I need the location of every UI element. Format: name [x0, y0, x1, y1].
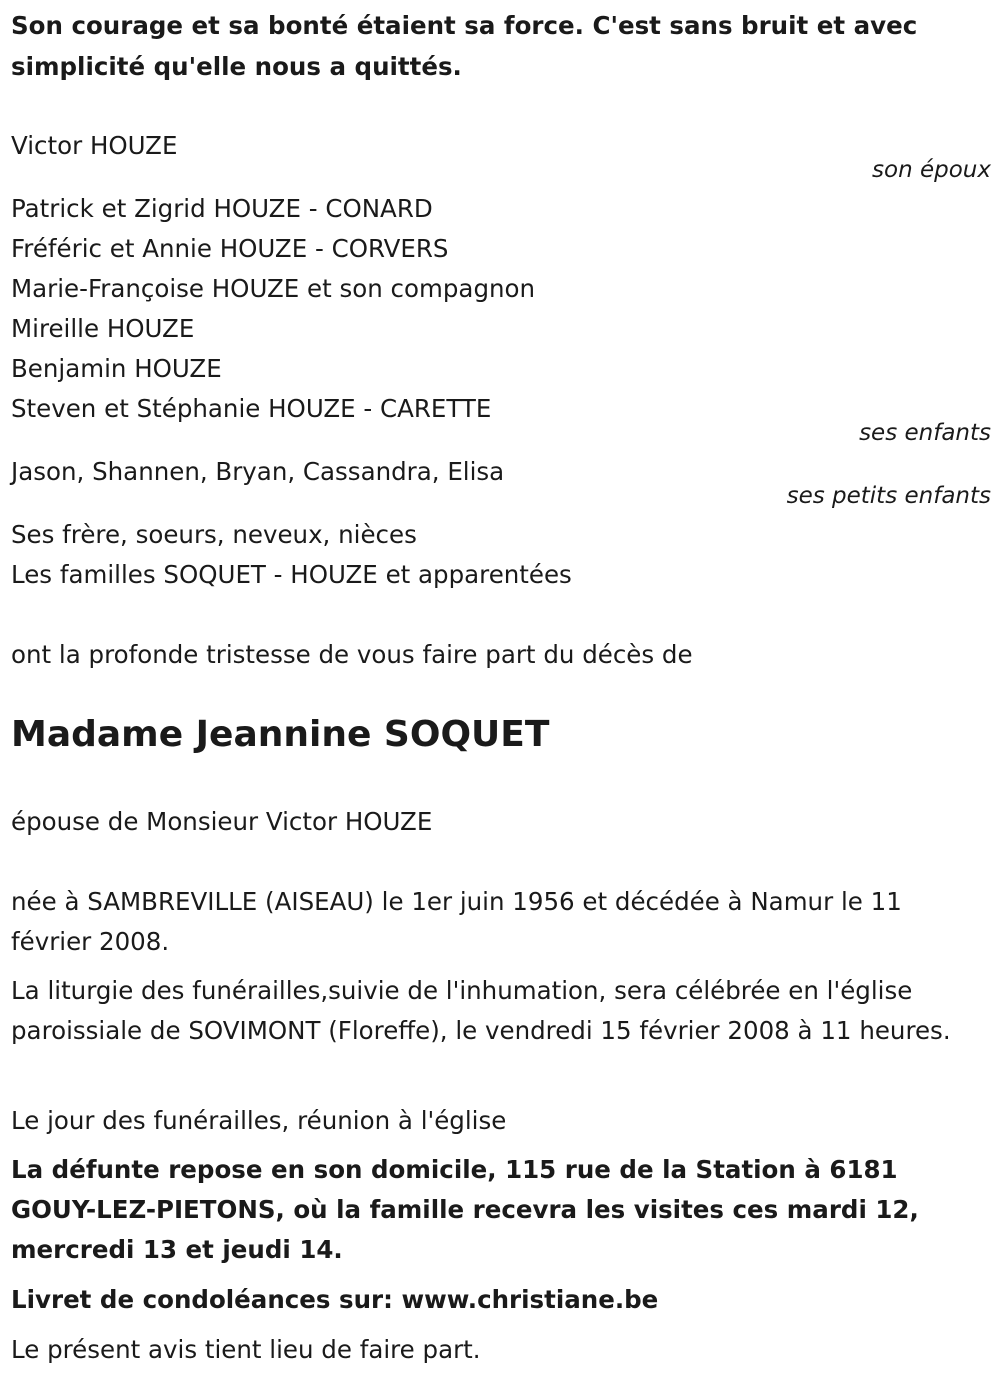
- reunion: Le jour des funérailles, réunion à l'église: [11, 1106, 507, 1135]
- repose: La défunte repose en son domicile, 115 rue de la Station à 6181 GOUY-LEZ-PIETONS, où la famille recevra les visites ces mardi 12, mercredi 13 et jeudi 14.: [11, 1155, 919, 1264]
- child-2: Fréféric et Annie HOUZE - CORVERS: [11, 234, 449, 263]
- intro-line-2: simplicité qu'elle nous a quittés.: [11, 52, 462, 81]
- spouse-name: Victor HOUZE: [11, 131, 178, 160]
- notice: Le présent avis tient lieu de faire part.: [11, 1335, 481, 1364]
- spouse-role: son époux: [872, 157, 991, 183]
- liturgy: La liturgie des funérailles,suivie de l'inhumation, sera célébrée en l'église paroissiale de SOVIMONT (Floreffe), le vendredi 15 février 2008 à 11 heures.: [11, 976, 951, 1045]
- child-5: Benjamin HOUZE: [11, 354, 222, 383]
- condolences: Livret de condoléances sur: www.christiane.be: [11, 1285, 659, 1314]
- deceased-name: Madame Jeannine SOQUET: [11, 714, 550, 755]
- child-3: Marie-Françoise HOUZE et son compagnon: [11, 274, 536, 303]
- grandchildren-names: Jason, Shannen, Bryan, Cassandra, Elisa: [11, 457, 505, 486]
- family-line-2: Les familles SOQUET - HOUZE et apparentées: [11, 560, 572, 589]
- announcement: ont la profonde tristesse de vous faire part du décès de: [11, 640, 693, 669]
- family-line-1: Ses frère, soeurs, neveux, nièces: [11, 520, 417, 549]
- child-6: Steven et Stéphanie HOUZE - CARETTE: [11, 394, 492, 423]
- child-1: Patrick et Zigrid HOUZE - CONARD: [11, 194, 433, 223]
- children-role: ses enfants: [859, 420, 991, 446]
- intro-line-1: Son courage et sa bonté étaient sa force. C'est sans bruit et avec: [11, 11, 918, 40]
- grandchildren-role: ses petits enfants: [786, 483, 991, 509]
- child-4: Mireille HOUZE: [11, 314, 195, 343]
- deceased-spouse: épouse de Monsieur Victor HOUZE: [11, 807, 433, 836]
- birth-death: née à SAMBREVILLE (AISEAU) le 1er juin 1956 et décédée à Namur le 11 février 2008.: [11, 887, 902, 956]
